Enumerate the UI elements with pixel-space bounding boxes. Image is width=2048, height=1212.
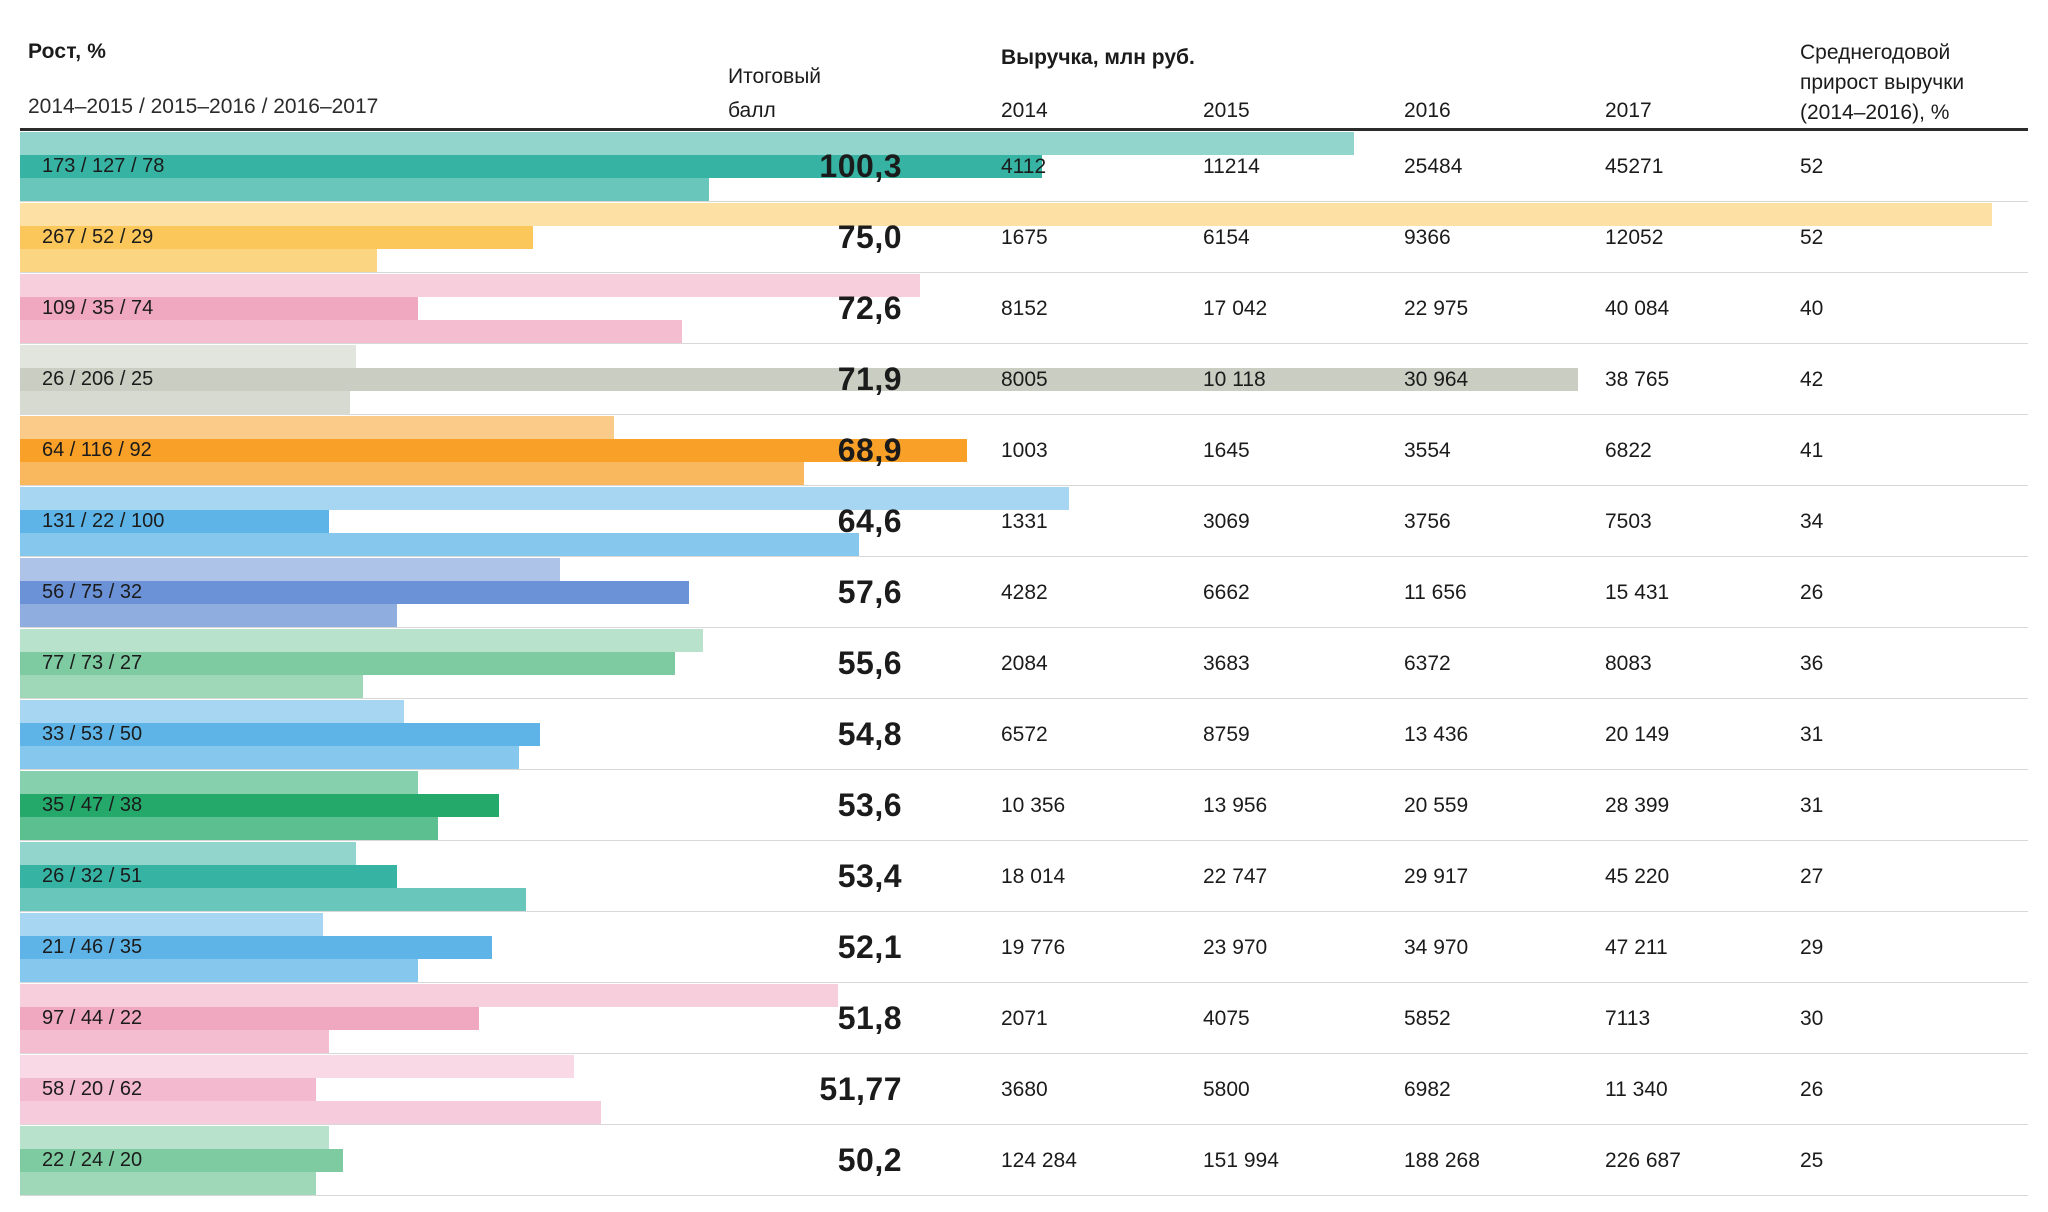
total-score: 64,6: [837, 503, 902, 539]
revenue-3-2014: 6572: [1001, 722, 1048, 746]
revenue-3-2015: 17 042: [1203, 296, 1268, 320]
growth-values-label: 64 / 116 / 92: [42, 439, 152, 461]
table-header: [0, 0, 2048, 122]
revenue-3-2015: 151 994: [1203, 1148, 1279, 1172]
revenue-3-2014: 19 776: [1001, 935, 1066, 959]
revenue-3-2015: 11214: [1203, 154, 1260, 178]
revenue-3-2014: 1331: [1001, 509, 1048, 533]
total-score: 55,6: [837, 645, 902, 681]
revenue-3-2017: 15 431: [1605, 580, 1670, 604]
revenue-3-2014: 3680: [1001, 1077, 1048, 1101]
cagr-value: 31: [1800, 793, 1824, 817]
revenue-3-2014: 4112: [1001, 154, 1047, 178]
header-score-title: [728, 60, 821, 128]
header-growth-title: Рост, %: [28, 40, 107, 63]
revenue-3-2014: 8152: [1001, 296, 1048, 320]
header-year-2017: 2017: [1605, 99, 1652, 122]
revenue-3-2015: 23 970: [1203, 935, 1268, 959]
revenue-3-2016: 3554: [1404, 438, 1451, 462]
revenue-3-2016: 20 559: [1404, 793, 1469, 817]
cagr-value: 34: [1800, 509, 1824, 533]
table-row: [0, 628, 2048, 699]
cagr-value: 40: [1800, 296, 1824, 320]
header-cagr-title: [1800, 38, 1964, 128]
total-score: 53,6: [837, 787, 902, 823]
table-row: [0, 415, 2048, 486]
header-year-2014: 2014: [1001, 99, 1048, 122]
revenue-3-2015: 5800: [1203, 1077, 1250, 1101]
cagr-value: 52: [1800, 225, 1824, 249]
revenue-3-2017: 45271: [1605, 154, 1664, 178]
table-row: [0, 770, 2048, 841]
cagr-value: 41: [1800, 438, 1824, 462]
total-score: 68,9: [837, 432, 902, 468]
revenue-3-2017: 28 399: [1605, 793, 1670, 817]
revenue-3-2016: 9366: [1404, 225, 1451, 249]
total-score: 71,9: [837, 361, 902, 397]
total-score: 54,8: [837, 716, 902, 752]
table-row: [0, 1054, 2048, 1125]
revenue-3-2017: 8083: [1605, 651, 1652, 675]
revenue-3-2017: 11 340: [1605, 1077, 1668, 1101]
header-score-line2: балл: [728, 99, 776, 122]
growth-values-label: 173 / 127 / 78: [42, 155, 165, 177]
total-score: 75,0: [837, 219, 902, 255]
table-row: [0, 1125, 2048, 1196]
table-row: [0, 131, 2048, 202]
total-score: 50,2: [837, 1142, 902, 1178]
revenue-3-2016: 25484: [1404, 154, 1463, 178]
revenue-3-2017: 226 687: [1605, 1148, 1681, 1172]
growth-values-label: 77 / 73 / 27: [42, 652, 143, 674]
growth-values-label: 22 / 24 / 20: [42, 1149, 143, 1171]
growth-values-label: 33 / 53 / 50: [42, 723, 143, 745]
revenue-3-2016: 13 436: [1404, 722, 1469, 746]
cagr-value: 52: [1800, 154, 1824, 178]
revenue-3-2016: 29 917: [1404, 864, 1469, 888]
revenue-3-2015: 4075: [1203, 1006, 1250, 1030]
growth-bar-2014–2015: [20, 487, 1069, 510]
growth-values-label: 26 / 32 / 51: [42, 865, 143, 887]
revenue-3-2017: 7113: [1605, 1006, 1651, 1030]
revenue-3-2015: 13 956: [1203, 793, 1268, 817]
revenue-3-2014: 1675: [1001, 225, 1048, 249]
revenue-3-2015: 3683: [1203, 651, 1250, 675]
revenue-3-2017: 7503: [1605, 509, 1652, 533]
cagr-value: 26: [1800, 580, 1824, 604]
revenue-3-2014: 2071: [1001, 1006, 1048, 1030]
revenue-3-2014: 1003: [1001, 438, 1048, 462]
table-row: [0, 273, 2048, 344]
revenue-3-2014: 10 356: [1001, 793, 1066, 817]
header-cagr-line2: прирост выручки: [1800, 71, 1965, 94]
cagr-value: 26: [1800, 1077, 1824, 1101]
revenue-3-2017: 12052: [1605, 225, 1664, 249]
cagr-value: 30: [1800, 1006, 1824, 1030]
revenue-3-2014: 2084: [1001, 651, 1048, 675]
revenue-3-2016: 6982: [1404, 1077, 1451, 1101]
total-score: 100,3: [819, 148, 902, 184]
growth-values-label: 131 / 22 / 100: [42, 510, 165, 532]
cagr-value: 36: [1800, 651, 1824, 675]
growth-values-label: 26 / 206 / 25: [42, 368, 154, 390]
revenue-3-2015: 6662: [1203, 580, 1250, 604]
revenue-3-2017: 20 149: [1605, 722, 1670, 746]
table-row: [0, 699, 2048, 770]
revenue-3-2016: 11 656: [1404, 580, 1467, 604]
revenue-3-2015: 8759: [1203, 722, 1250, 746]
total-score: 51,8: [837, 1000, 902, 1036]
header-score-line1: Итоговый: [728, 65, 822, 88]
revenue-3-2017: 45 220: [1605, 864, 1670, 888]
table-row: [0, 486, 2048, 557]
revenue-3-2016: 188 268: [1404, 1148, 1480, 1172]
header-year-2015: 2015: [1203, 99, 1250, 122]
revenue-3-2015: 6154: [1203, 225, 1250, 249]
total-score: 57,6: [837, 574, 902, 610]
revenue-3-2016: 6372: [1404, 651, 1451, 675]
table-row: [0, 983, 2048, 1054]
revenue-3-2016: 5852: [1404, 1006, 1451, 1030]
growth-values-label: 267 / 52 / 29: [42, 226, 154, 248]
cagr-value: 25: [1800, 1148, 1824, 1172]
growth-values-label: 21 / 46 / 35: [42, 936, 143, 958]
growth-values-label: 58 / 20 / 62: [42, 1078, 143, 1100]
revenue-3-2015: 10 118: [1203, 367, 1266, 391]
revenue-3-2017: 6822: [1605, 438, 1652, 462]
table-row: [0, 841, 2048, 912]
header-cagr-line3: (2014–2016), %: [1800, 101, 1950, 124]
growth-bar-2014–2015: [20, 132, 1354, 155]
header-year-2016: 2016: [1404, 99, 1451, 122]
cagr-value: 42: [1800, 367, 1824, 391]
revenue-3-2015: 3069: [1203, 509, 1250, 533]
revenue-3-2014: 8005: [1001, 367, 1048, 391]
table-row: [0, 912, 2048, 983]
growth-values-label: 97 / 44 / 22: [42, 1007, 143, 1029]
revenue-3-2016: 3756: [1404, 509, 1451, 533]
header-growth-periods: 2014–2015 / 2015–2016 / 2016–2017: [28, 95, 379, 118]
revenue-3-2017: 38 765: [1605, 367, 1670, 391]
table-row: [0, 202, 2048, 273]
chart-rows: [0, 131, 2048, 1196]
total-score: 52,1: [837, 929, 902, 965]
header-cagr-line1: Среднегодовой: [1800, 41, 1951, 64]
total-score: 53,4: [837, 858, 902, 894]
cagr-value: 27: [1800, 864, 1824, 888]
table-row: [0, 557, 2048, 628]
table-row: [0, 344, 2048, 415]
revenue-3-2016: 30 964: [1404, 367, 1469, 391]
growth-bar-2014–2015: [20, 984, 838, 1007]
revenue-3-2016: 22 975: [1404, 296, 1469, 320]
revenue-3-2014: 124 284: [1001, 1148, 1077, 1172]
growth-values-label: 35 / 47 / 38: [42, 794, 143, 816]
revenue-3-2015: 22 747: [1203, 864, 1268, 888]
header-revenue-title: Выручка, млн руб.: [1001, 46, 1195, 69]
revenue-3-2016: 34 970: [1404, 935, 1469, 959]
growth-values-label: 56 / 75 / 32: [42, 581, 143, 603]
total-score: 51,77: [819, 1071, 902, 1107]
total-score: 72,6: [837, 290, 902, 326]
cagr-value: 29: [1800, 935, 1824, 959]
revenue-3-2017: 47 211: [1605, 935, 1668, 959]
revenue-3-2017: 40 084: [1605, 296, 1670, 320]
revenue-3-2014: 18 014: [1001, 864, 1066, 888]
revenue-3-2015: 1645: [1203, 438, 1250, 462]
revenue-3-2014: 4282: [1001, 580, 1048, 604]
growth-values-label: 109 / 35 / 74: [42, 297, 154, 319]
cagr-value: 31: [1800, 722, 1824, 746]
